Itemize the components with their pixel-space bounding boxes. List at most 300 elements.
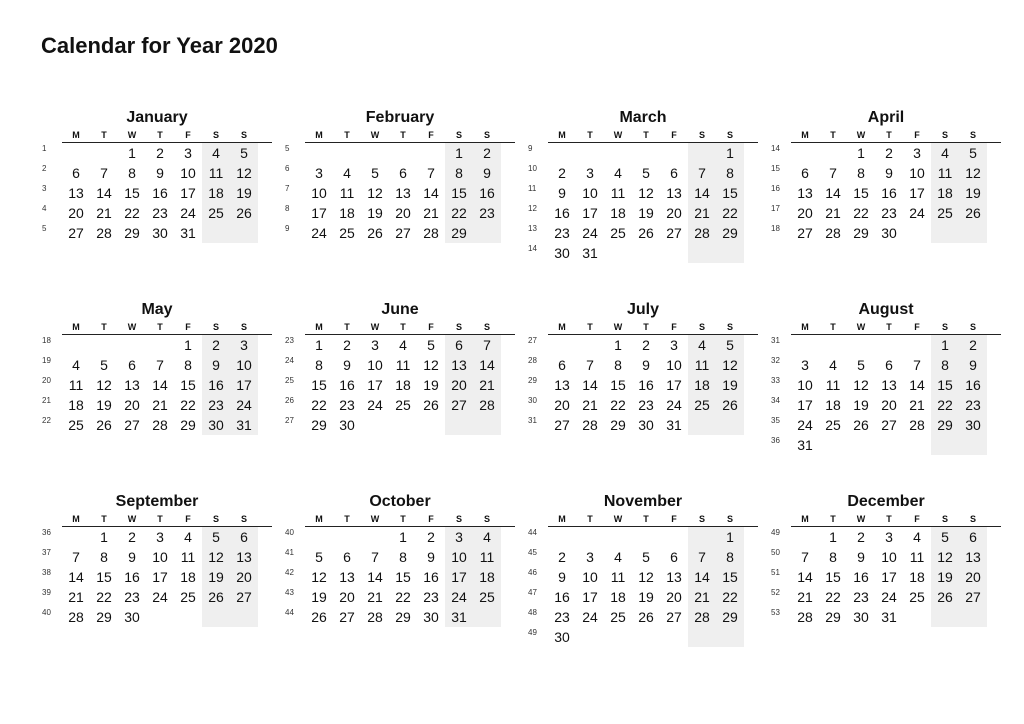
empty-day-cell [688,143,716,163]
day-cell: 28 [797,609,813,625]
weekday-label: T [400,514,406,524]
day-cell: 17 [311,205,327,221]
weekday-header [791,512,1001,527]
week-number: 39 [42,588,51,597]
day-cell: 13 [666,185,682,201]
day-cell: 24 [909,205,925,221]
day-cell: 31 [180,225,196,241]
day-cell: 14 [688,183,716,203]
day-cell: 12 [931,547,959,567]
day-cell: 9 [558,569,566,585]
day-cell: 16 [554,589,570,605]
day-cell: 31 [797,437,813,453]
day-cell: 4 [913,529,921,545]
week-row [42,143,272,163]
day-cell: 16 [124,569,140,585]
weekday-header [548,320,758,335]
day-cell: 30 [339,417,355,433]
empty-day-cell [417,415,445,435]
month-december [771,492,1001,627]
month-name: March [619,109,667,126]
week-row [771,607,1001,627]
day-cell: 12 [96,377,112,393]
day-cell: 1 [100,529,108,545]
day-cell: 13 [554,377,570,393]
weekday-label: T [830,322,836,332]
week-row [771,183,1001,203]
empty-day-cell [361,415,389,435]
day-cell: 24 [881,589,897,605]
day-cell: 17 [582,205,598,221]
day-cell: 6 [230,527,258,547]
empty-day-cell [959,607,987,627]
weekday-label: T [643,322,649,332]
empty-day-cell [847,435,875,455]
weekday-label: M [558,514,566,524]
weekday-label: M [801,322,809,332]
empty-day-cell [389,143,417,163]
day-cell: 4 [473,527,501,547]
day-cell: 9 [558,185,566,201]
day-cell: 15 [445,183,473,203]
day-cell: 11 [909,549,925,565]
week-row [285,607,515,627]
weekday-header [305,512,515,527]
day-cell: 18 [931,183,959,203]
week-row [528,223,758,243]
day-cell: 3 [315,165,323,181]
weekday-label: M [315,322,323,332]
week-row [528,143,758,163]
day-cell: 31 [582,245,598,261]
day-cell: 1 [184,337,192,353]
weekday-label: T [344,322,350,332]
week-row [528,335,758,355]
day-cell: 21 [688,203,716,223]
week-row [285,355,515,375]
weekday-header [791,128,1001,143]
empty-day-cell [473,415,501,435]
day-cell: 9 [857,549,865,565]
day-cell: 30 [881,225,897,241]
day-cell: 22 [825,589,841,605]
weekday-label: W [613,322,623,332]
day-cell: 9 [128,549,136,565]
day-cell: 3 [670,337,678,353]
empty-day-cell [445,415,473,435]
day-cell: 2 [427,529,435,545]
day-cell: 3 [156,529,164,545]
week-row [771,375,1001,395]
empty-day-cell [819,335,847,355]
day-cell: 20 [666,589,682,605]
day-cell: 19 [931,567,959,587]
day-cell: 11 [610,569,626,585]
weekday-label: S [941,514,948,524]
weekday-label: F [428,322,434,332]
empty-day-cell [473,223,501,243]
week-number: 38 [42,568,51,577]
day-cell: 8 [716,547,744,567]
weekday-label: T [830,514,836,524]
day-cell: 31 [445,607,473,627]
week-row [42,415,272,435]
day-cell: 22 [610,397,626,413]
weekday-label: W [127,322,137,332]
week-number: 23 [285,336,294,345]
day-cell: 10 [666,357,682,373]
day-cell: 14 [367,569,383,585]
day-cell: 27 [554,417,570,433]
day-cell: 2 [558,549,566,565]
day-cell: 8 [829,549,837,565]
day-cell: 2 [343,337,351,353]
day-cell: 6 [670,549,678,565]
empty-day-cell [819,143,847,163]
empty-day-cell [62,527,90,547]
month-september [42,492,272,627]
day-cell: 22 [96,589,112,605]
week-number: 28 [528,356,537,365]
empty-day-cell [90,335,118,355]
day-cell: 3 [586,549,594,565]
day-cell: 8 [100,549,108,565]
empty-day-cell [660,527,688,547]
day-cell: 18 [825,397,841,413]
day-cell: 25 [68,417,84,433]
day-cell: 4 [399,337,407,353]
week-row [285,587,515,607]
day-cell: 5 [371,165,379,181]
day-cell: 13 [395,185,411,201]
day-cell: 8 [445,163,473,183]
week-row [528,607,758,627]
day-cell: 27 [395,225,411,241]
month-june [285,300,515,435]
day-cell: 12 [423,357,439,373]
empty-day-cell [660,243,688,263]
day-cell: 27 [959,587,987,607]
day-cell: 18 [610,205,626,221]
day-cell: 10 [797,377,813,393]
weekday-label: T [157,322,163,332]
week-number: 12 [528,204,537,213]
week-number: 18 [42,336,51,345]
weekday-label: M [72,514,80,524]
day-cell: 21 [688,587,716,607]
day-cell: 14 [825,185,841,201]
day-cell: 24 [180,205,196,221]
day-cell: 15 [180,377,196,393]
day-cell: 12 [202,547,230,567]
day-cell: 16 [152,185,168,201]
day-cell: 21 [825,205,841,221]
weekday-label: F [428,130,434,140]
week-number: 24 [285,356,294,365]
day-cell: 2 [156,145,164,161]
empty-day-cell [62,335,90,355]
month-name: July [626,301,659,318]
day-cell: 12 [638,185,654,201]
day-cell: 26 [423,397,439,413]
week-number: 36 [42,528,51,537]
day-cell: 23 [423,589,439,605]
day-cell: 12 [638,569,654,585]
empty-day-cell [576,527,604,547]
day-cell: 22 [931,395,959,415]
day-cell: 4 [614,549,622,565]
day-cell: 5 [716,335,744,355]
week-row [528,627,758,647]
day-cell: 28 [152,417,168,433]
day-cell: 24 [582,225,598,241]
empty-day-cell [146,335,174,355]
month-name: January [126,109,188,126]
day-cell: 18 [610,589,626,605]
day-cell: 12 [716,355,744,375]
empty-day-cell [146,607,174,627]
day-cell: 7 [72,549,80,565]
week-row [771,527,1001,547]
empty-day-cell [230,607,258,627]
week-number: 11 [528,184,537,193]
week-number: 5 [42,224,47,233]
week-number: 36 [771,436,780,445]
week-number: 45 [528,548,537,557]
weekday-label: W [856,130,866,140]
day-cell: 15 [931,375,959,395]
week-row [528,415,758,435]
day-cell: 8 [716,163,744,183]
day-cell: 10 [909,165,925,181]
day-cell: 24 [582,609,598,625]
week-number: 17 [771,204,780,213]
day-cell: 5 [931,527,959,547]
day-cell: 13 [666,569,682,585]
day-cell: 20 [881,397,897,413]
day-cell: 3 [371,337,379,353]
weekday-label: T [886,514,892,524]
week-row [528,567,758,587]
month-name: February [365,109,435,126]
day-cell: 21 [582,397,598,413]
weekday-header [548,128,758,143]
weekday-label: S [969,322,976,332]
empty-day-cell [875,335,903,355]
day-cell: 2 [642,337,650,353]
day-cell: 7 [829,165,837,181]
week-row [42,587,272,607]
weekday-label: W [127,130,137,140]
empty-day-cell [548,527,576,547]
week-number: 42 [285,568,294,577]
day-cell: 6 [343,549,351,565]
empty-day-cell [903,335,931,355]
day-cell: 7 [473,335,501,355]
weekday-label: M [558,130,566,140]
empty-day-cell [688,527,716,547]
weekday-label: W [613,514,623,524]
day-cell: 7 [156,357,164,373]
day-cell: 19 [716,375,744,395]
day-cell: 23 [554,609,570,625]
day-cell: 1 [857,145,865,161]
week-row [42,335,272,355]
day-cell: 12 [230,163,258,183]
day-cell: 14 [68,569,84,585]
week-number: 22 [42,416,51,425]
week-number: 40 [42,608,51,617]
day-cell: 12 [367,185,383,201]
day-cell: 31 [230,415,258,435]
week-row [285,567,515,587]
day-cell: 29 [311,417,327,433]
day-cell: 8 [931,355,959,375]
day-cell: 16 [339,377,355,393]
day-cell: 12 [959,163,987,183]
week-row [285,527,515,547]
day-cell: 2 [473,143,501,163]
day-cell: 24 [445,587,473,607]
day-cell: 5 [100,357,108,373]
weekday-label: T [643,130,649,140]
week-row [285,375,515,395]
day-cell: 27 [68,225,84,241]
day-cell: 23 [638,397,654,413]
weekday-label: T [157,130,163,140]
day-cell: 21 [367,589,383,605]
day-cell: 1 [614,337,622,353]
day-cell: 21 [473,375,501,395]
day-cell: 24 [152,589,168,605]
day-cell: 2 [558,165,566,181]
weekday-label: T [101,514,107,524]
week-number: 6 [285,164,290,173]
day-cell: 4 [202,143,230,163]
day-cell: 8 [399,549,407,565]
week-row [285,547,515,567]
week-row [528,243,758,263]
week-row [528,183,758,203]
day-cell: 5 [427,337,435,353]
day-cell: 26 [716,395,744,415]
day-cell: 4 [688,335,716,355]
day-cell: 30 [554,629,570,645]
day-cell: 16 [959,375,987,395]
weekday-label: T [101,322,107,332]
month-name: May [141,301,173,318]
day-cell: 21 [152,397,168,413]
day-cell: 19 [853,397,869,413]
empty-day-cell [333,527,361,547]
week-number: 19 [42,356,51,365]
weekday-label: S [941,322,948,332]
day-cell: 20 [959,567,987,587]
day-cell: 2 [202,335,230,355]
day-cell: 14 [423,185,439,201]
day-cell: 8 [614,357,622,373]
day-cell: 25 [610,609,626,625]
week-row [42,607,272,627]
day-cell: 20 [339,589,355,605]
day-cell: 27 [230,587,258,607]
day-cell: 7 [688,163,716,183]
week-number: 52 [771,588,780,597]
day-cell: 15 [124,185,140,201]
empty-day-cell [90,143,118,163]
weekday-label: S [455,130,462,140]
week-number: 43 [285,588,294,597]
weekday-label: W [613,130,623,140]
weekday-label: S [212,322,219,332]
day-cell: 3 [445,527,473,547]
week-row [285,395,515,415]
week-number: 34 [771,396,780,405]
week-row [285,223,515,243]
day-cell: 9 [343,357,351,373]
weekday-label: M [72,130,80,140]
week-number: 44 [528,528,537,537]
week-row [42,223,272,243]
day-cell: 5 [230,143,258,163]
day-cell: 17 [881,569,897,585]
week-row [528,587,758,607]
weekday-label: T [400,322,406,332]
day-cell: 6 [399,165,407,181]
week-number: 30 [528,396,537,405]
day-cell: 10 [230,355,258,375]
day-cell: 28 [68,609,84,625]
week-row [771,163,1001,183]
weekday-label: S [698,130,705,140]
day-cell: 10 [152,549,168,565]
day-cell: 26 [367,225,383,241]
empty-day-cell [847,335,875,355]
day-cell: 10 [445,547,473,567]
empty-day-cell [903,607,931,627]
day-cell: 14 [582,377,598,393]
weekday-label: S [212,514,219,524]
day-cell: 18 [473,567,501,587]
day-cell: 11 [395,357,411,373]
day-cell: 6 [959,527,987,547]
day-cell: 18 [688,375,716,395]
week-number: 32 [771,356,780,365]
week-number: 4 [42,204,47,213]
empty-day-cell [333,143,361,163]
week-row [771,415,1001,435]
week-row [528,547,758,567]
day-cell: 9 [473,163,501,183]
day-cell: 30 [202,415,230,435]
weekday-label: F [185,322,191,332]
day-cell: 7 [801,549,809,565]
month-name: August [858,301,914,318]
week-number: 35 [771,416,780,425]
day-cell: 17 [180,185,196,201]
empty-day-cell [688,627,716,647]
day-cell: 10 [881,549,897,565]
day-cell: 14 [909,377,925,393]
week-row [42,203,272,223]
day-cell: 8 [184,357,192,373]
day-cell: 13 [230,547,258,567]
week-row [528,375,758,395]
weekday-label: S [483,130,490,140]
day-cell: 15 [395,569,411,585]
day-cell: 26 [959,203,987,223]
day-cell: 4 [614,165,622,181]
